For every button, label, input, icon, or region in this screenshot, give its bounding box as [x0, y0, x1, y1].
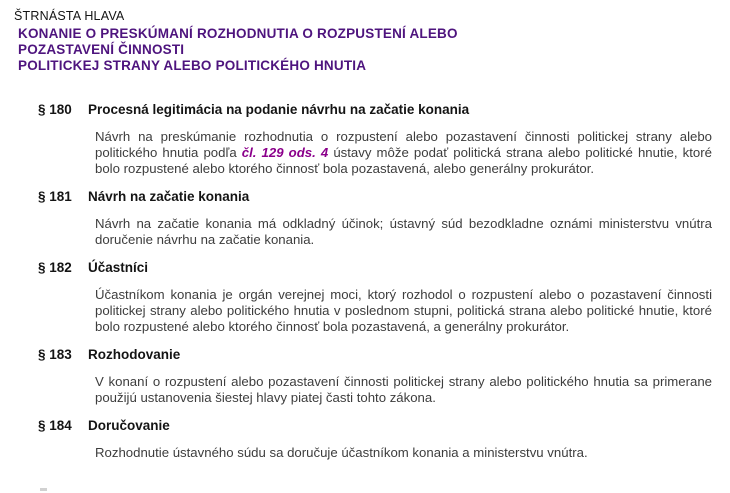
section-number: § 183	[38, 347, 72, 362]
section-paragraph: Návrh na začatie konania má odkladný účinok; ústavný súd bezodkladne oznámi ministerstvu vnútra doručenie návrhu na začatie konania.	[95, 216, 712, 247]
section-heading	[38, 102, 730, 118]
section-184	[0, 418, 730, 461]
section-183	[0, 347, 730, 406]
chapter-title-line-1: KONANIE O PRESKÚMANÍ ROZHODNUTIA O ROZPUSTENÍ ALEBO	[18, 26, 458, 41]
section-182	[0, 260, 730, 335]
section-number: § 182	[38, 260, 72, 275]
chapter-title-line-2: POZASTAVENÍ ČINNOSTI	[18, 42, 185, 57]
section-number: § 181	[38, 189, 72, 204]
section-paragraph: Účastníkom konania je orgán verejnej moci, ktorý rozhodol o rozpustení alebo o pozastavení činnosti politickej strany alebo politického hnutia v poslednom stupni, politická strana alebo politické hnutie, ktoré bolo rozpustené alebo ktorého činnosť bola pozastavená, a generálny prokurátor.	[95, 287, 712, 334]
section-paragraph: Rozhodnutie ústavného súdu sa doručuje účastníkom konania a ministerstvu vnútra.	[95, 445, 588, 460]
chapter-title-line-3: POLITICKEJ STRANY ALEBO POLITICKÉHO HNUTIA	[18, 58, 367, 73]
chapter-kicker: ŠTRNÁSTA HLAVA	[14, 9, 125, 23]
section-number: § 184	[38, 418, 72, 433]
next-section-clipped-mark	[40, 488, 47, 491]
chapter-title	[18, 26, 730, 74]
section-paragraph	[95, 129, 712, 177]
section-number: § 180	[38, 102, 72, 117]
section-heading	[38, 260, 730, 276]
section-title: Doručovanie	[88, 418, 170, 433]
section-heading	[38, 418, 730, 434]
section-heading	[38, 189, 730, 205]
section-paragraph: V konaní o rozpustení alebo pozastavení činnosti politickej strany alebo politického hnutia sa primerane použijú ustanovenia šiestej hlavy piatej časti tohto zákona.	[95, 374, 712, 405]
section-heading	[38, 347, 730, 363]
paragraph-text: Návrh na preskúmanie rozhodnutia o rozpustení alebo pozastavení činnosti politickej strany alebo politického hnutia podľa	[95, 129, 712, 160]
section-181	[0, 189, 730, 248]
paragraph-text: ústavy môže podať politická strana alebo politické hnutie, ktoré bolo rozpustené alebo ktorého činnosť bola pozastavená, alebo generálny prokurátor.	[95, 145, 712, 176]
section-title: Procesná legitimácia na podanie návrhu na začatie konania	[88, 102, 470, 117]
section-title: Rozhodovanie	[88, 347, 181, 362]
section-180	[0, 102, 730, 177]
section-title: Účastníci	[88, 260, 149, 275]
section-title: Návrh na začatie konania	[88, 189, 250, 204]
sections-list	[0, 102, 730, 461]
law-reference-link[interactable]: čl. 129 ods. 4	[241, 145, 329, 160]
